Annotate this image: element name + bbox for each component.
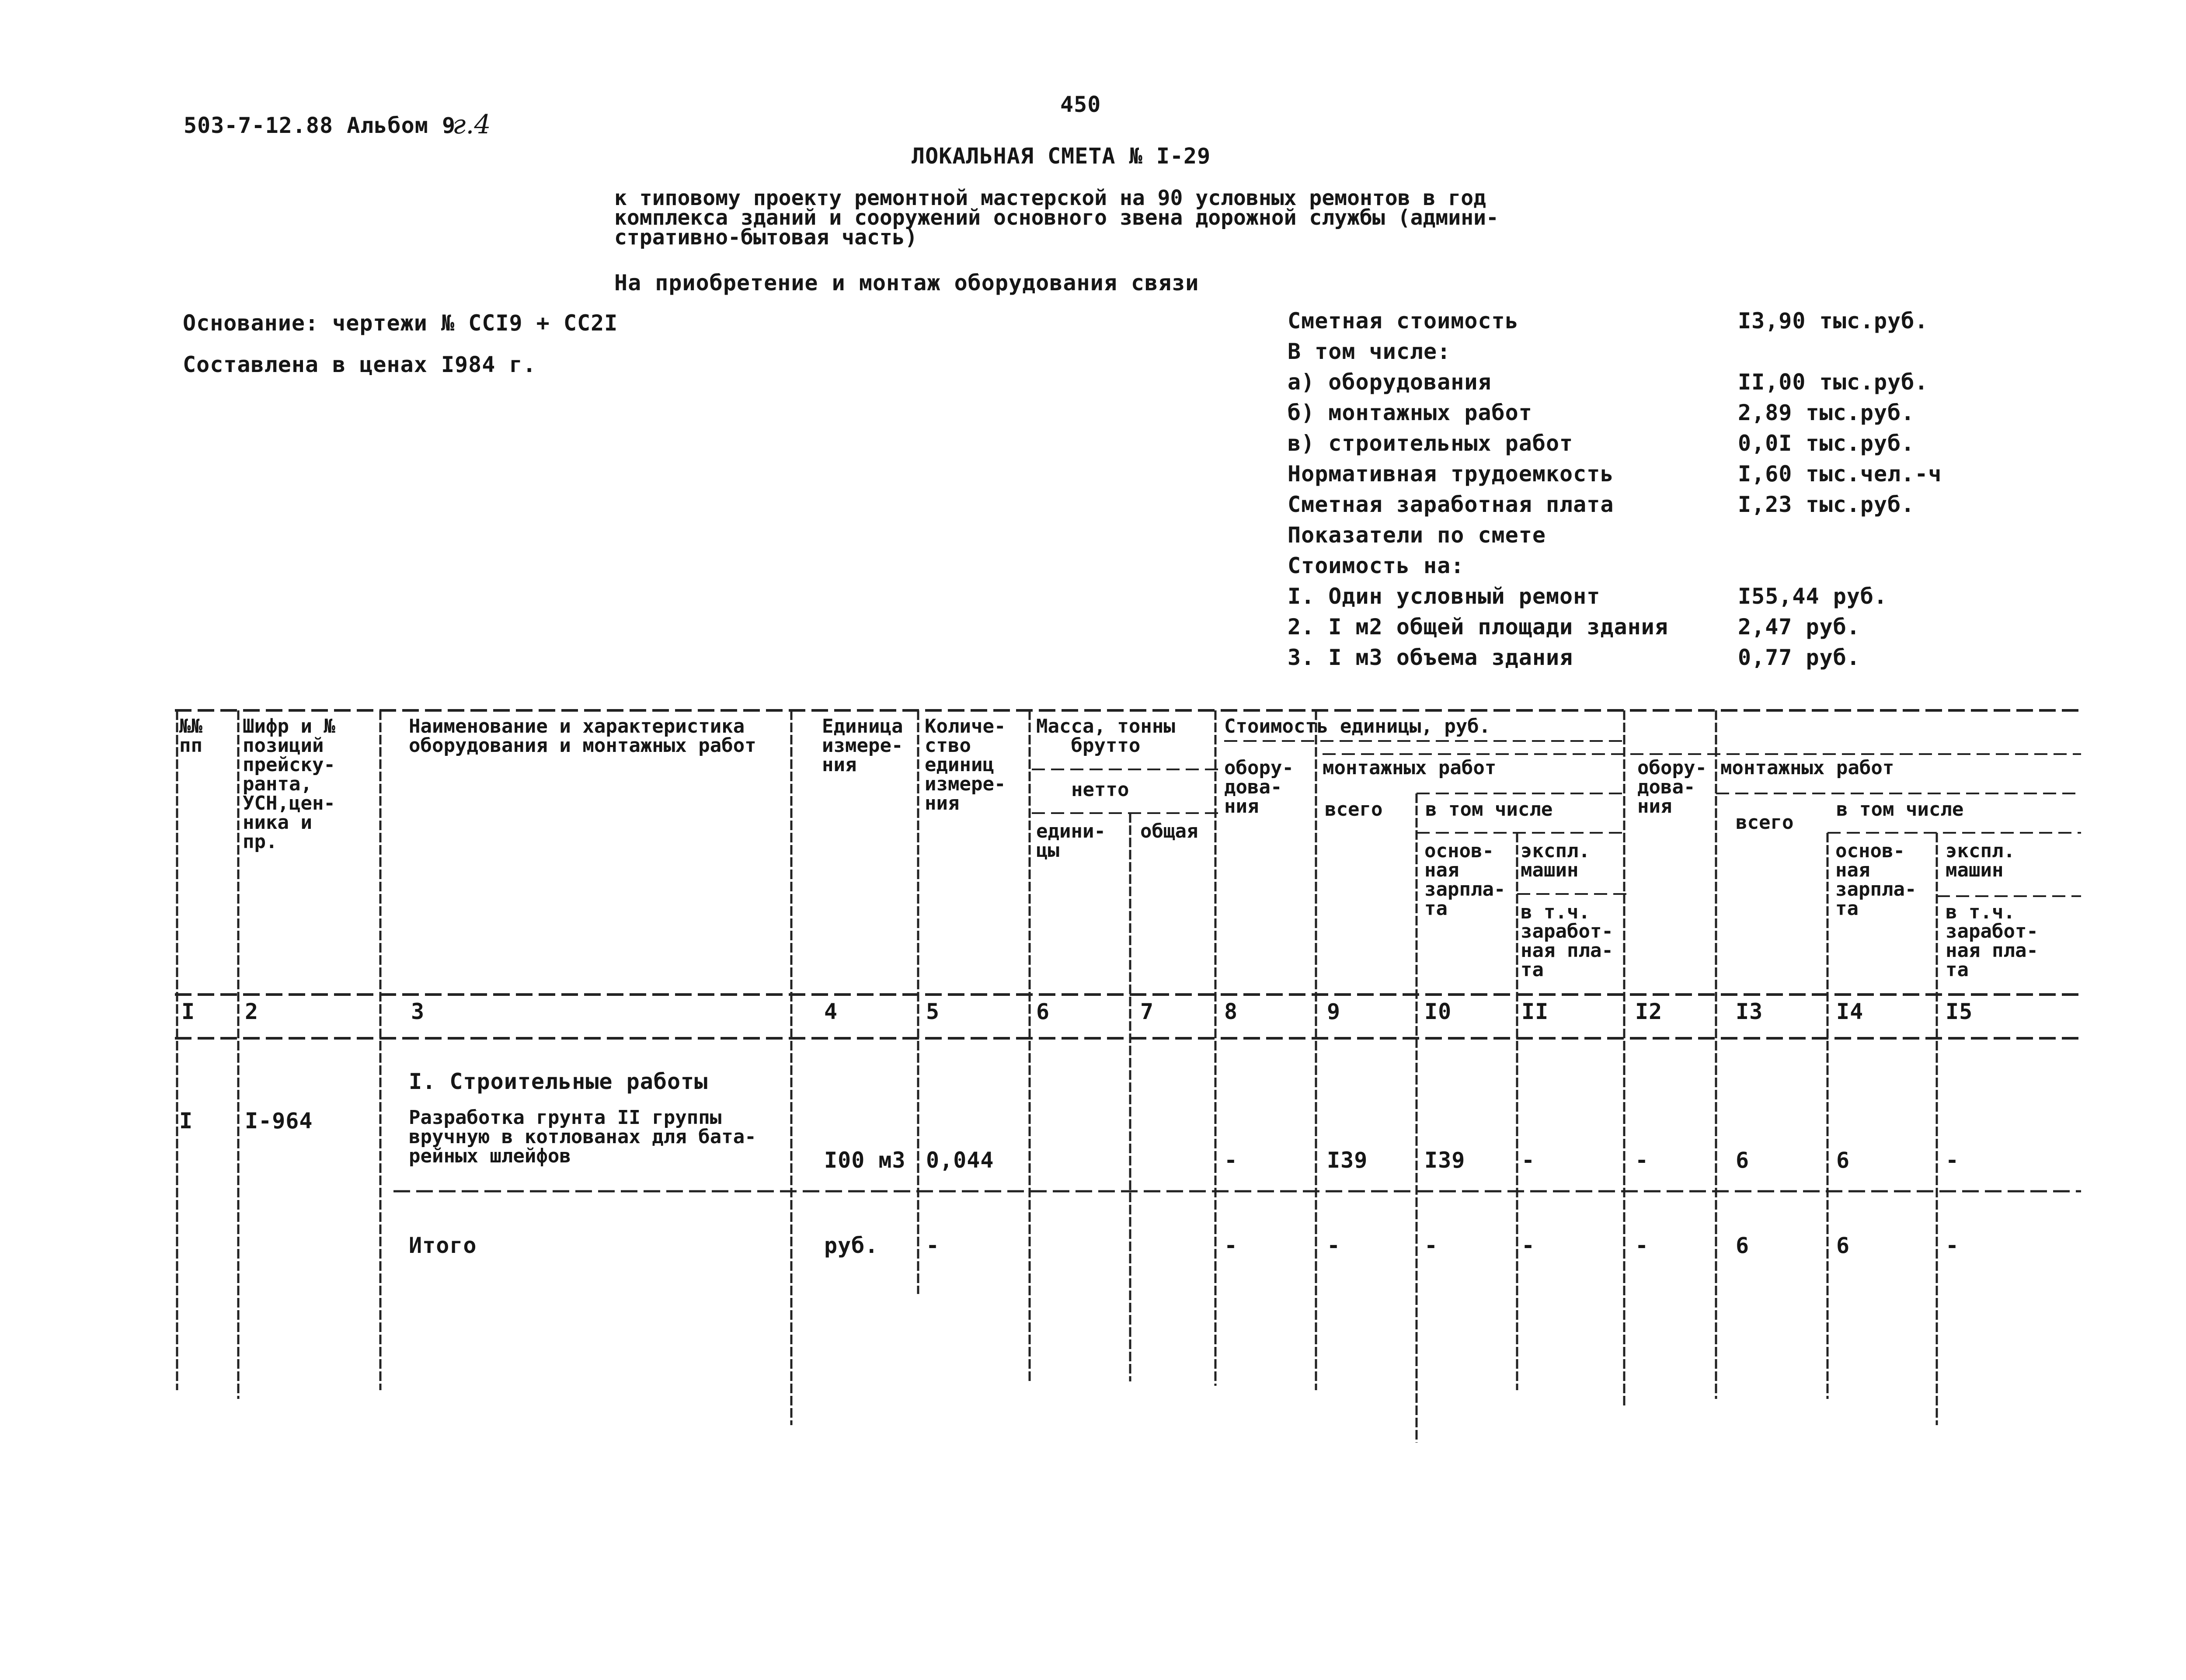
page-number: 450 [1060, 92, 1101, 117]
header-qty: Количе- ство единиц измере- ния [925, 715, 1006, 814]
total-mont-wage-sum: 6 [1836, 1233, 1850, 1258]
header-mont2: монтажных работ [1720, 757, 1894, 779]
column-number: 8 [1224, 999, 1238, 1024]
column-number: 3 [411, 999, 425, 1024]
header-equip-total: обору- дова- ния [1637, 757, 1707, 817]
summary-label: Сметная стоимость [1288, 308, 1519, 334]
subtitle-line-1: к типовому проекту ремонтной мастерской на 90 условных ремонтов в год [614, 186, 1486, 210]
column-number: 4 [824, 999, 838, 1024]
summary-label: а) оборудования [1288, 369, 1492, 395]
header-incl1: в том числе [1425, 798, 1553, 821]
column-number: I2 [1635, 999, 1663, 1024]
column-number: I0 [1424, 999, 1452, 1024]
summary-label: б) монтажных работ [1288, 400, 1532, 425]
summary-value: I3,90 тыс.руб. [1738, 308, 1928, 334]
total-mont-total-sum: 6 [1736, 1233, 1750, 1258]
total-mont-wage: - [1424, 1233, 1438, 1258]
prices-year: Составлена в ценах I984 г. [183, 352, 536, 377]
subtitle-line-2: комплекса зданий и сооружений основного звена дорожной службы (админи- [614, 205, 1499, 230]
summary-value: 0,0I тыс.руб. [1738, 431, 1915, 456]
header-code: Шифр и № позиций прейску- ранта, УСН,цен- ника и пр. [243, 715, 335, 853]
summary-label: Сметная заработная плата [1288, 492, 1614, 517]
document-code-handwritten: г.4 [453, 109, 491, 140]
total-mont-total: - [1327, 1233, 1341, 1258]
summary-value: I,23 тыс.руб. [1738, 492, 1915, 517]
summary-label: Показатели по смете [1288, 522, 1546, 548]
header-mont1-total: всего [1325, 798, 1383, 821]
header-mach2-wage: в т.ч. заработ- ная пла- та [1946, 901, 2038, 981]
summary-value: 2,47 руб. [1738, 614, 1860, 640]
total-mont-mach-sum: - [1946, 1233, 1960, 1258]
summary-value: I,60 тыс.чел.-ч [1738, 461, 1942, 487]
summary-label: Стоимость на: [1288, 553, 1465, 578]
header-mass-unit: едини- цы [1036, 820, 1106, 862]
row-mont-wage: I39 [1424, 1148, 1465, 1173]
header-incl2: в том числе [1836, 798, 1964, 821]
row-code: I-964 [245, 1108, 313, 1134]
header-unit: Единица измере- ния [822, 715, 903, 776]
row-mont-wage-sum: 6 [1836, 1148, 1850, 1173]
header-equip: обору- дова- ния [1224, 757, 1294, 817]
total-qty: - [926, 1233, 940, 1258]
column-number: 9 [1327, 999, 1341, 1024]
column-number: 7 [1140, 999, 1154, 1024]
header-mass-total: общая [1140, 820, 1198, 842]
header-mach1-wage: в т.ч. заработ- ная пла- та [1521, 901, 1613, 981]
row-mont-mach-sum: - [1946, 1148, 1960, 1173]
row-equip: - [1224, 1148, 1238, 1173]
summary-value: II,00 тыс.руб. [1738, 369, 1928, 395]
section-title: I. Строительные работы [409, 1069, 708, 1094]
total-equip-total: - [1635, 1233, 1649, 1258]
header-mass: Масса, тонны брутто [1036, 715, 1175, 757]
header-mont1: монтажных работ [1323, 757, 1497, 779]
column-number: 2 [245, 999, 259, 1024]
header-mach1: экспл. машин [1521, 840, 1590, 881]
header-mont2-total: всего [1736, 811, 1794, 834]
summary-label: I. Один условный ремонт [1288, 584, 1601, 609]
summary-value: 2,89 тыс.руб. [1738, 400, 1915, 425]
purpose: На приобретение и монтаж оборудования связи [614, 270, 1199, 296]
column-number: 5 [926, 999, 940, 1024]
summary-value: 0,77 руб. [1738, 645, 1860, 670]
row-unit: I00 м3 [824, 1148, 906, 1173]
summary-label: В том числе: [1288, 339, 1451, 364]
total-equip: - [1224, 1233, 1238, 1258]
header-netto: нетто [1071, 779, 1129, 801]
basis: Основание: чертежи № CCI9 + CC2I [183, 310, 618, 336]
row-name: Разработка грунта II группы вручную в котлованах для бата- рейных шлейфов [409, 1106, 756, 1167]
total-label: Итого [409, 1233, 477, 1258]
document-title: ЛОКАЛЬНАЯ СМЕТА № I-29 [912, 143, 1211, 169]
row-mont-total: I39 [1327, 1148, 1368, 1173]
header-wage2: основ- ная зарпла- та [1835, 840, 1917, 920]
header-cost-unit: Стоимость единицы, руб. [1224, 715, 1491, 737]
subtitle-line-3: стративно-бытовая часть) [614, 225, 918, 250]
column-number: II [1521, 999, 1549, 1024]
column-number: I [181, 999, 195, 1024]
column-number: I3 [1736, 999, 1763, 1024]
row-mont-total-sum: 6 [1736, 1148, 1750, 1173]
row-num: I [179, 1108, 193, 1134]
column-number: I4 [1836, 999, 1864, 1024]
document-code: 503-7-12.88 Альбом 9 [184, 113, 456, 138]
header-mach2: экспл. машин [1946, 840, 2015, 881]
column-number: I5 [1946, 999, 1973, 1024]
row-mont-mach: - [1521, 1148, 1535, 1173]
total-mont-mach: - [1521, 1233, 1535, 1258]
total-unit: руб. [824, 1233, 879, 1258]
summary-value: I55,44 руб. [1738, 584, 1888, 609]
summary-label: в) строительных работ [1288, 431, 1573, 456]
row-equip-total: - [1635, 1148, 1649, 1173]
summary-label: 2. I м2 общей площади здания [1288, 614, 1668, 640]
column-number: 6 [1036, 999, 1050, 1024]
header-num: №№ пп [179, 715, 202, 757]
summary-label: Нормативная трудоемкость [1288, 461, 1614, 487]
row-qty: 0,044 [926, 1148, 994, 1173]
header-wage1: основ- ная зарпла- та [1424, 840, 1506, 920]
header-name: Наименование и характеристика оборудования и монтажных работ [409, 715, 756, 757]
summary-label: 3. I м3 объема здания [1288, 645, 1573, 670]
